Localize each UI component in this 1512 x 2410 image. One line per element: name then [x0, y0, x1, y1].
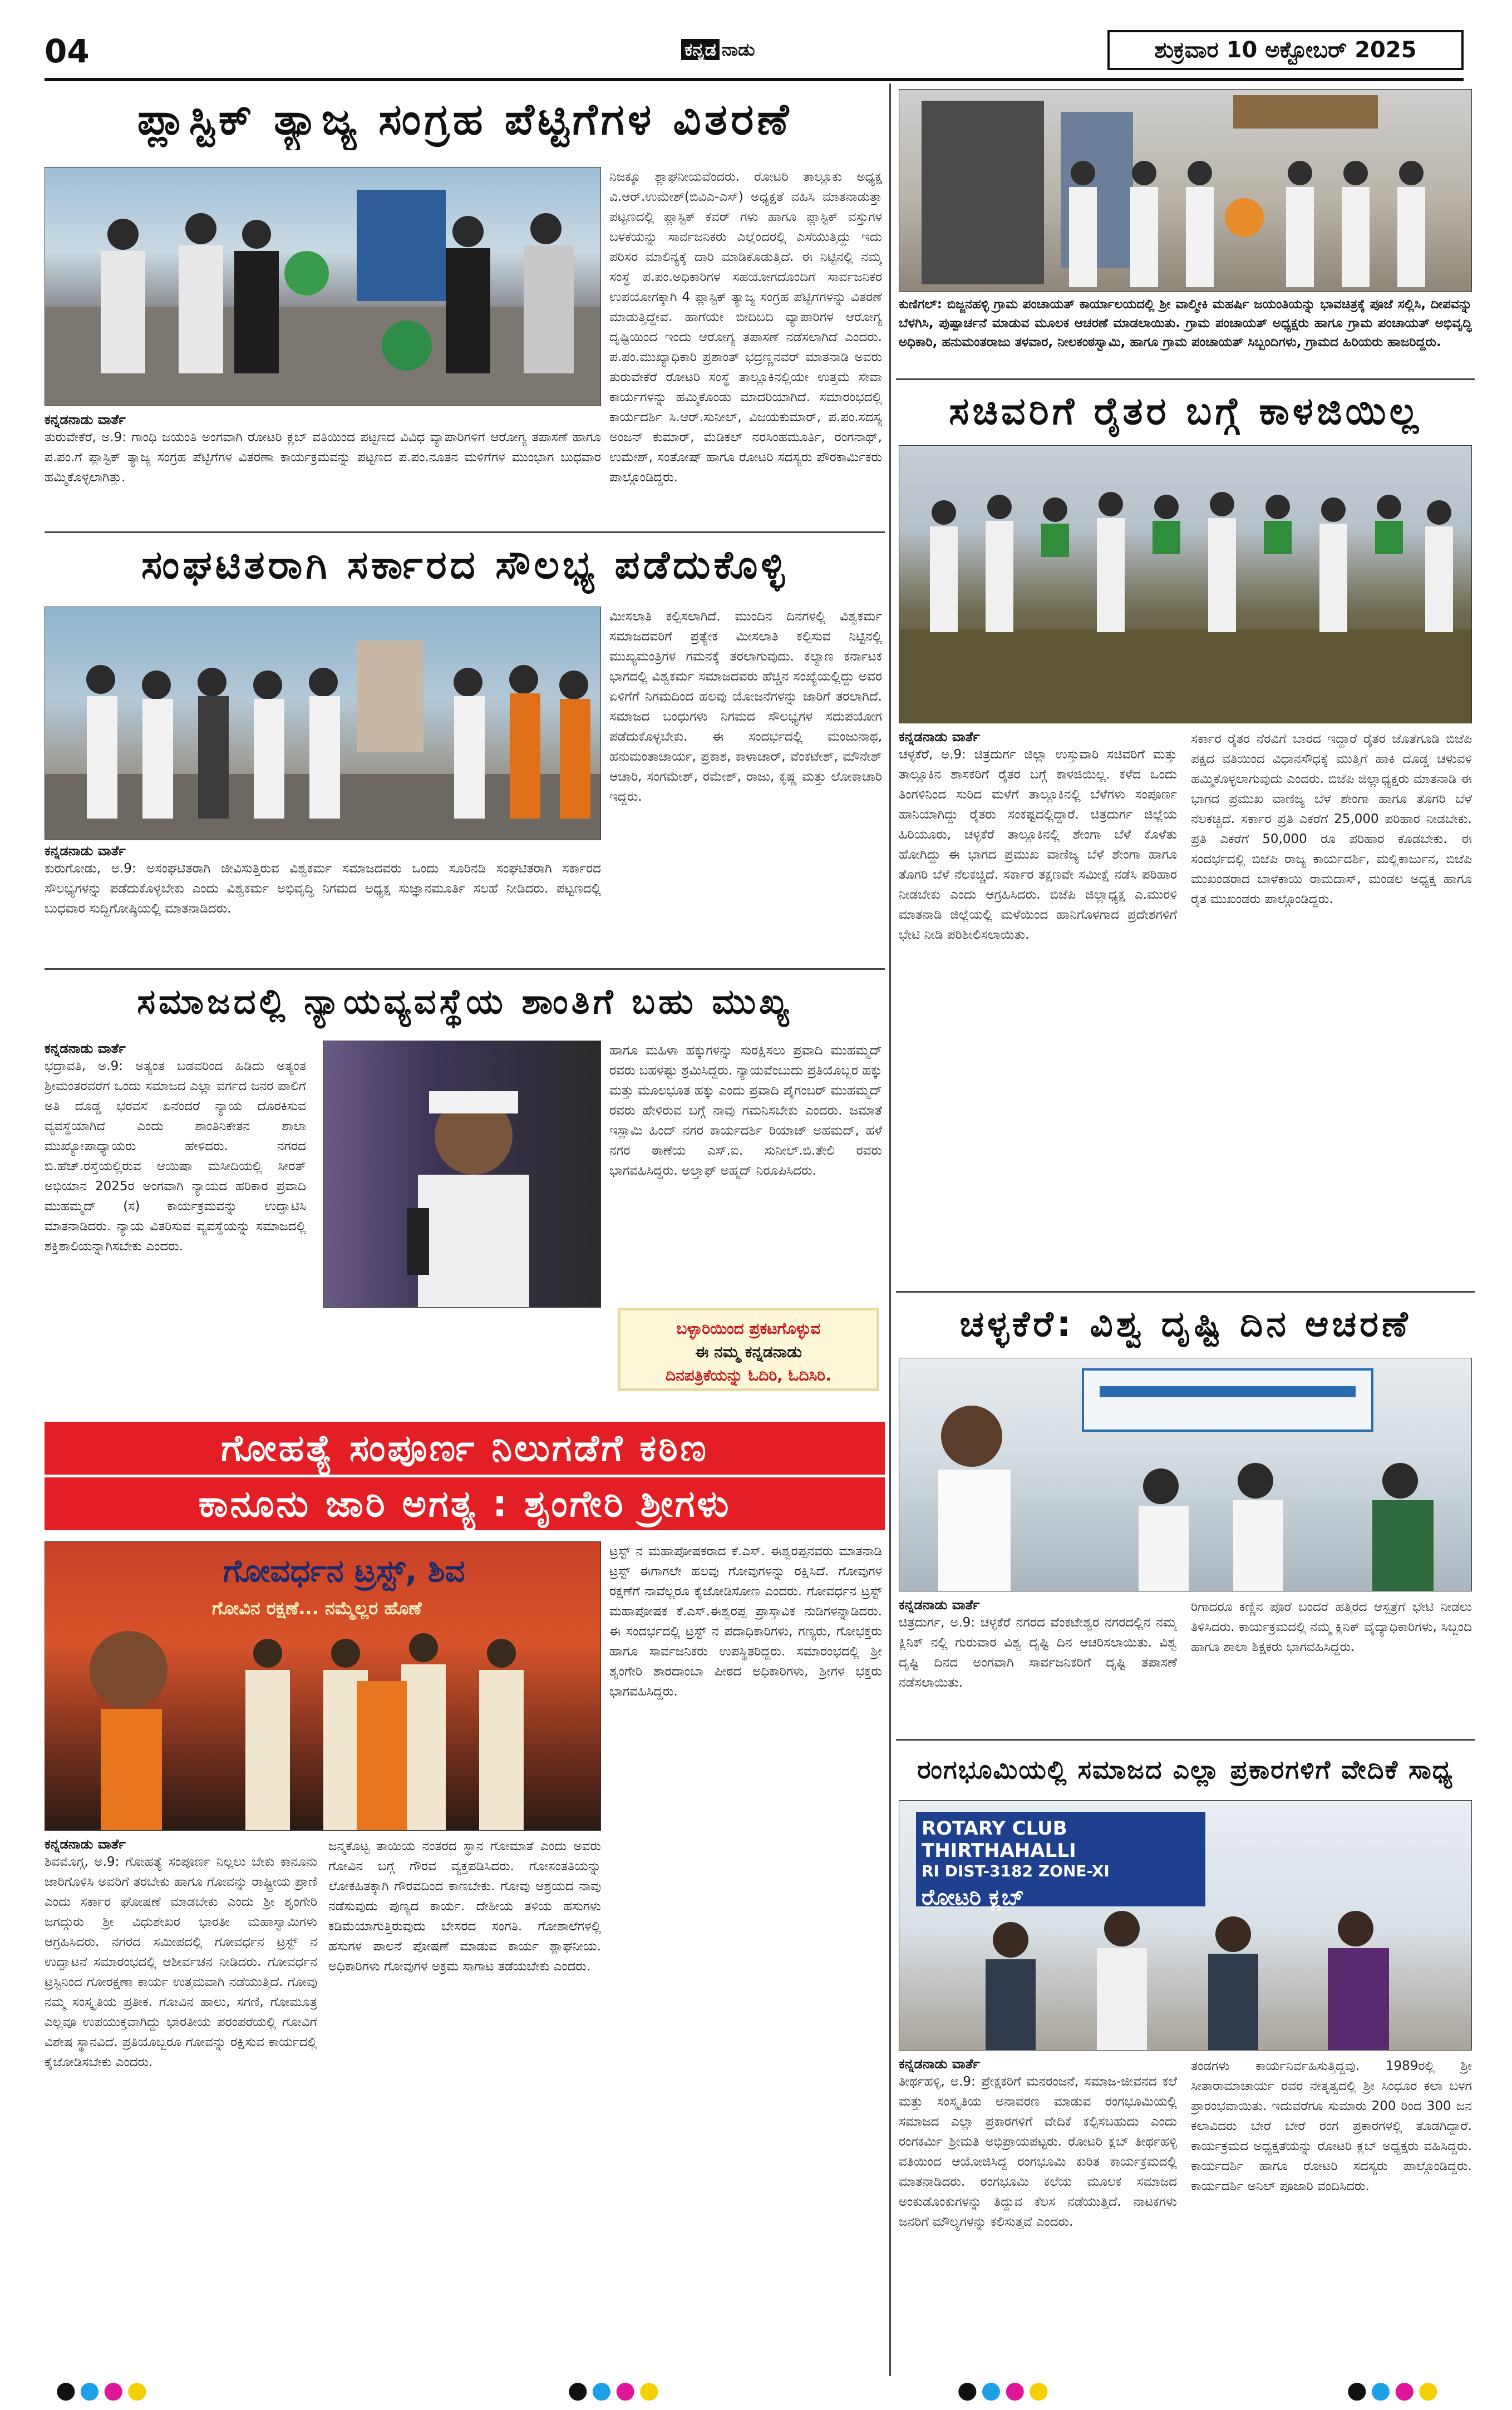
a6-byline: ಕನ್ನಡನಾಡು ವಾರ್ತೆ — [45, 1836, 126, 1852]
a8-photo-illustration — [899, 1801, 1472, 2051]
a2-divider — [896, 378, 1475, 380]
a2-photo — [899, 89, 1472, 292]
issue-date: ಶುಕ್ರವಾರ 10 ಅಕ್ಟೋಬರ್ 2025 — [1107, 30, 1464, 70]
header-rule — [45, 78, 1464, 81]
a2-caption: ಕುಣಿಗಲ್: ಬಿಜ್ಜನಹಳ್ಳಿ ಗ್ರಾಮ ಪಂಚಾಯತ್ ಕಾರ್ಯಾಲಯದಲ್ಲಿ ಶ್ರೀ ವಾಲ್ಮೀಕಿ ಮಹರ್ಷಿ ಜಯಂತಿಯನ್ನು ಭಾವಚಿತ್ರಕ್ಕೆ ಪೂಜೆ ಸಲ್ಲಿಸಿ, ದೀಪವನ್ನು ಬೆಳಗಿಸಿ, ಪುಷ್ಪಾರ್ಚನೆ ಮಾಡುವ ಮೂಲಕ ಆಚರಣೆ ಮಾಡಲಾಯಿತು. ಗ್ರಾಮ ಪಂಚಾಯತ್ ಅಧ್ಯಕ್ಷರು ಹಾಗೂ ಗ್ರಾಮ ಪಂಚಾಯತ್ ಅಭಿವೃದ್ಧಿ ಅಧಿಕಾರಿ, ಹನುಮಂತರಾಜು ತಳವಾರ, ನೀಲಕಂಠಸ್ವಾಮಿ, ಹಾಗೂ ಗ್ರಾಮ ಪಂಚಾಯತ್ ಸಿಬ್ಬಂದಿಗಳು, ಗ್ರಾಮದ ಹಿರಿಯರು ಹಾಜರಿದ್ದರು. — [899, 297, 1472, 349]
a3-byline: ಕನ್ನಡನಾಡು ವಾರ್ತೆ — [899, 729, 980, 745]
a4-lead: ಕುರುಗೋಡು, ಅ.9: ಅಸಂಘಟಿತರಾಗಿ ಜೀವಿಸುತ್ತಿರುವ ವಿಶ್ವಕರ್ಮ ಸಮಾಜದವರು ಒಂದು ಸೂರಿನಡಿ ಸಂಘಟಿತರಾಗಿ ಸರ್ಕಾರದ ಸೌಲಭ್ಯಗಳನ್ನು ಪಡೆದುಕೊಳ್ಳಬೇಕು ಎಂದು ವಿಶ್ವಕರ್ಮ ಅಭಿವೃದ್ಧಿ ನಿಗಮದ ಅಧ್ಯಕ್ಷ ಸುಜ್ಞಾನಮೂರ್ತಿ ಸಲಹೆ ನೀಡಿದರು. ಪಟ್ಟಣದಲ್ಲಿ ಬುಧವಾರ ಸುದ್ದಿಗೋಷ್ಠಿಯಲ್ಲಿ ಮಾತನಾಡಿದರು. — [45, 861, 601, 916]
a4-body: ಮೀಸಲಾತಿ ಕಲ್ಪಿಸಲಾಗಿದೆ. ಮುಂದಿನ ದಿನಗಳಲ್ಲಿ ವಿಶ್ವಕರ್ಮ ಸಮಾಜದವರಿಗೆ ಪ್ರತ್ಯೇಕ ಮೀಸಲಾತಿ ಕಲ್ಪಿಸುವ ನಿಟ್ಟಿನಲ್ಲಿ ಮುಖ್ಯಮಂತ್ರಿಗಳ ಗಮನಕ್ಕೆ ತರಲಾಗುವುದು. ಕಲ್ಯಾಣ ಕರ್ನಾಟಕ ಭಾಗದಲ್ಲಿ ವಿಶ್ವಕರ್ಮ ಸಮಾಜದವರು ಹೆಚ್ಚಿನ ಸಂಖ್ಯೆಯಲ್ಲಿದ್ದು ಅವರ ಏಳಿಗೆಗೆ ನಿಗಮದಿಂದ ಹಲವು ಯೋಜನೆಗಳನ್ನು ಜಾರಿಗೆ ತರಲಾಗಿದೆ. ಸಮಾಜದ ಬಂಧುಗಳು ನಿಗಮದ ಸೌಲಭ್ಯಗಳ ಸದುಪಯೋಗ ಪಡೆದುಕೊಳ್ಳಬೇಕು. ಈ ಸಂದರ್ಭದಲ್ಲಿ ಮಂಜುನಾಥ, ಹನುಮಂತಾಚಾರ್ಯ, ಪ್ರಕಾಶ, ಕಾಳಾಚಾರ್, ವೆಂಕಟೇಶ್, ಮೌನೇಶ್ ಆಚಾರಿ, ಸಂಗಮೇಶ್, ರಮೇಶ್, ರಾಜು, ಕೃಷ್ಣ ಮತ್ತು ಲೋಕಾಚಾರಿ ಇದ್ದರು. — [609, 609, 882, 804]
a7-photo-illustration — [899, 1358, 1472, 1591]
a6-headline-line2: ಕಾನೂನು ಜಾರಿ ಅಗತ್ಯ : ಶೃಂಗೇರಿ ಶ್ರೀಗಳು — [45, 1477, 885, 1530]
a5-col1-block — [45, 1041, 306, 1397]
a1-headline: ಪ್ಲಾಸ್ಟಿಕ್ ತ್ಯಾಜ್ಯ ಸಂಗ್ರಹ ಪೆಟ್ಟಿಗೆಗಳ ವಿತರಣೆ — [137, 95, 792, 145]
registration-marks-right: ●●●● — [1347, 2376, 1442, 2403]
a1-photo-illustration — [45, 167, 601, 406]
a8-sign-line2: RI DIST-3182 ZONE-XI — [922, 1862, 1110, 1880]
a7-col1: ಚಿತ್ರದುರ್ಗ, ಅ.9: ಚಳ್ಳಕೆರೆ ನಗರದ ವೆಂಕಟೇಶ್ವರ ನಗರದಲ್ಲಿನ ನಮ್ಮ ಕ್ಲಿನಿಕ್ ನಲ್ಲಿ ಗುರುವಾರ ವಿಶ್ವ ದೃಷ್ಟಿ ದಿನ ಆಚರಿಸಲಾಯಿತು. ವಿಶ್ವ ದೃಷ್ಟಿ ದಿನದ ಅಂಗವಾಗಿ ಸಾರ್ವಜನಿಕರಿಗೆ ದೃಷ್ಟಿ ತಪಾಸಣೆ ನಡೆಸಲಾಯಿತು. — [899, 1615, 1177, 1690]
a1-body: ನಿಜಕ್ಕೂ ಶ್ಲಾಘನೀಯವೆಂದರು. ರೋಟರಿ ತಾಲ್ಲೂಕು ಅಧ್ಯಕ್ಷ ವಿ.ಆರ್.ಉಮೇಶ್(ಬಿವಿಎ-ಎಸ್) ಅಧ್ಯಕ್ಷತೆ ವಹಿಸಿ ಮಾತನಾಡುತ್ತಾ ಪಟ್ಟಣದಲ್ಲಿ ಪ್ಲಾಸ್ಟಿಕ್ ಕವರ್ ಗಳು ಹಾಗೂ ಪ್ಲಾಸ್ಟಿಕ್ ವಸ್ತುಗಳ ಬಳಕೆಯನ್ನು ಸಾರ್ವಜನಿಕರು ಎಲ್ಲೆಂದರಲ್ಲಿ ಎಸೆಯುತ್ತಿದ್ದು ಇದು ಪರಿಸರ ಮಾಲಿನ್ಯಕ್ಕೆ ದಾರಿ ಮಾಡಿಕೊಡುತ್ತಿದೆ. ಈ ನಿಟ್ಟಿನಲ್ಲಿ ನಮ್ಮ ಸಂಸ್ಥೆ ಪ.ಪಂ.ಅಧಿಕಾರಿಗಳ ಸಹಯೋಗದೊಂದಿಗೆ ಸಾರ್ವಜನಿಕರ ಉಪಯೋಗಕ್ಕಾಗಿ 4 ಪ್ಲಾಸ್ಟಿಕ್ ತ್ಯಾಜ್ಯ ಸಂಗ್ರಹ ಪೆಟ್ಟಿಗೆಗಳನ್ನು ವಿತರಣೆ ಮಾಡುತ್ತಿದ್ದೇವೆ. ಹಾಗೆಯೇ ಬೀದಿಬದಿ ವ್ಯಾಪಾರಿಗಳ ಆರೋಗ್ಯ ದೃಷ್ಟಿಯಿಂದ ಇಂದು ಆರೋಗ್ಯ ತಪಾಸಣೆ ನಡೆಸಲಾಗಿದೆ ಎಂದರು. ಪ.ಪಂ.ಮುಖ್ಯಾಧಿಕಾರಿ ಪ್ರಶಾಂತ್ ಭದ್ರಣ್ಣನವರ್ ಮಾತನಾಡಿ ಅವರು ತುರುವೇಕೆರೆ ರೋಟರಿ ಸಂಸ್ಥೆ ತಾಲ್ಲೂಕಿನಲ್ಲಿಯೇ ಉತ್ತಮ ಸೇವಾ ಕಾರ್ಯಗಳನ್ನು ಹಮ್ಮಿಕೊಂಡು ಮಾದರಿಯಾಗಿದೆ. ಸಮಾರಂಭದಲ್ಲಿ ಕಾರ್ಯದರ್ಶಿ ಸಿ.ಆರ್.ಸುನೀಲ್, ವಿಜಯಕುಮಾರ್, ಪ.ಪಂ.ಸದಸ್ಯ ಅಂಜನ್ ಕುಮಾರ್, ಮೆಡಿಕಲ್ ನರಸಿಂಹಮೂರ್ತಿ, ರಂಗನಾಥ್, ಉಮೇಶ್, ಸಂತೋಷ್ ಹಾಗೂ ರೋಟರಿ ಸದಸ್ಯರು ಪೌರಕಾರ್ಮಿಕರು ಪಾಲ್ಗೊಂಡಿದ್ದರು. — [609, 170, 882, 485]
a7-col1-block — [899, 1597, 1177, 1736]
a3-photo — [899, 445, 1472, 723]
a7-byline: ಕನ್ನಡನಾಡು ವಾರ್ತೆ — [899, 1597, 980, 1613]
a5-photo-illustration — [323, 1041, 601, 1308]
promo-line3: ದಿನಪತ್ರಿಕೆಯನ್ನು ಓದಿರಿ, ಓದಿಸಿರಿ. — [666, 1366, 831, 1384]
a3-col1: ಚಳ್ಳಕೆರೆ, ಅ.9: ಚಿತ್ರದುರ್ಗ ಜಿಲ್ಲಾ ಉಸ್ತುವಾರಿ ಸಚಿವರಿಗೆ ಮತ್ತು ತಾಲ್ಲೂಕಿನ ಶಾಸಕರಿಗೆ ರೈತರ ಬಗ್ಗೆ ಕಾಳಜಿಯಿಲ್ಲ. ಕಳೆದ ಒಂದು ತಿಂಗಳಿನಿಂದ ಸುರಿದ ಮಳೆಗೆ ತಾಲ್ಲೂಕಿನಲ್ಲಿ ಬೆಳೆಗಳು ಸಂಪೂರ್ಣ ಹಾನಿಯಾಗಿದ್ದು ರೈತರು ಸಂಕಷ್ಟದಲ್ಲಿದ್ದಾರೆ. ಚಿತ್ರದುರ್ಗ ಜಿಲ್ಲೆಯ ಹಿರಿಯೂರು, ಚಳ್ಳಕೆರೆ ತಾಲ್ಲೂಕಿನಲ್ಲಿ ಶೇಂಗಾ ಬೆಳೆ ಕೊಳೆತು ಹೋಗಿದ್ದು ಈ ಭಾಗದ ಪ್ರಮುಖ ವಾಣಿಜ್ಯ ಬೆಳೆ ಶೇಂಗಾ ಹಾಗೂ ತೊಗರಿ ಬೆಳೆ ನೆಲಕಚ್ಚಿದೆ. ಸರ್ಕಾರ ತಕ್ಷಣವೇ ಸಮೀಕ್ಷೆ ನಡೆಸಿ ಪರಿಹಾರ ನೀಡಬೇಕು ಎಂದು ಆಗ್ರಹಿಸಿದರು. ಬಿಜೆಪಿ ಜಿಲ್ಲಾಧ್ಯಕ್ಷ ಎ.ಮುರಳಿ ಮಾತನಾಡಿ ಜಿಲ್ಲೆಯಲ್ಲಿ ಮಳೆಯಿಂದ ಹಾನಿಗೊಳಗಾದ ಪ್ರದೇಶಗಳಿಗೆ ಭೇಟಿ ನೀಡಿ ಪರಿಶೀಲಿಸಲಾಯಿತು. — [899, 747, 1177, 942]
registration-marks-left: ●●●● — [56, 2376, 151, 2403]
a1-byline: ಕನ್ನಡನಾಡು ವಾರ್ತೆ — [45, 412, 126, 427]
a6-col3: ಟ್ರಸ್ಟ್ ನ ಮಹಾಪೋಷಕರಾದ ಕೆ.ಎಸ್. ಈಶ್ವರಪ್ಪನವರು ಮಾತನಾಡಿ ಟ್ರಸ್ಟ್ ಈಗಾಗಲೇ ಹಲವು ಗೋವುಗಳನ್ನು ರಕ್ಷಿಸಿದೆ. ಗೋವುಗಳ ರಕ್ಷಣೆಗೆ ನಾವೆಲ್ಲರೂ ಕೈಜೋಡಿಸೋಣ ಎಂದರು. ಗೋವರ್ಧನ ಟ್ರಸ್ಟ್ ಮಹಾಪೋಷಕ ಕೆ.ಎಸ್.ಈಶ್ವರಪ್ಪ ಪ್ರಾಸ್ತಾವಿಕ ನುಡಿಗಳನ್ನಾಡಿದರು. ಈ ಸಂದರ್ಭದಲ್ಲಿ ಟ್ರಸ್ಟ್ ನ ಪದಾಧಿಕಾರಿಗಳು, ಗಣ್ಯರು, ಗೋಭಕ್ತರು ಹಾಗೂ ಸಾರ್ವಜನಿಕರು ಉಪಸ್ಥಿತರಿದ್ದರು. ಸಮಾರಂಭದಲ್ಲಿ ಶ್ರೀ ಶೃಂಗೇರಿ ಶಾರದಾಂಬಾ ಪೀಠದ ಅಧಿಕಾರಿಗಳು, ಶ್ರೀಗಳ ಭಕ್ತರು ಭಾಗವಹಿಸಿದ್ದರು. — [609, 1544, 882, 1699]
a3-photo-illustration — [899, 446, 1472, 723]
a6-col2: ಜನ್ಮಕೊಟ್ಟ ತಾಯಿಯ ನಂತರದ ಸ್ಥಾನ ಗೋಮಾತೆ ಎಂದು ಅವರು ಗೋವಿನ ಬಗ್ಗೆ ಗೌರವ ವ್ಯಕ್ತಪಡಿಸಿದರು. ಗೋಸಂತತಿಯನ್ನು ಲೋಕಹಿತಕ್ಕಾಗಿ ಗೌರವದಿಂದ ಕಾಣಬೇಕು. ಗೋವು ಆಶ್ರಯದ ನಾವು ನಡೆಸುವುದು ಪುಣ್ಯದ ಕಾರ್ಯ. ದೇಶೀಯ ತಳಿಯ ಹಸುಗಳು ಕಡಿಮೆಯಾಗುತ್ತಿರುವುದು ಬೇಸರದ ಸಂಗತಿ. ಗೋಶಾಲೆಗಳಲ್ಲಿ ಹಸುಗಳ ಪಾಲನೆ ಪೋಷಣೆ ಮಾಡುವ ಕಾರ್ಯ ಶ್ಲಾಘನೀಯ. ಅಧಿಕಾರಿಗಳು ಗೋವುಗಳ ಅಕ್ರಮ ಸಾಗಾಟ ತಡೆಯಬೇಕು ಎಂದರು. — [328, 1839, 601, 1974]
registration-marks-center: ●●●● — [568, 2376, 663, 2403]
promo-line2: ಈ ನಮ್ಮ ಕನ್ನಡನಾಡು — [695, 1343, 802, 1361]
a4-photo — [45, 607, 601, 840]
a6-col1-block — [45, 1836, 317, 2376]
masthead — [679, 39, 755, 61]
a6-photo — [45, 1541, 601, 1831]
page-number: 04 — [45, 32, 90, 70]
a5-photo — [323, 1041, 601, 1308]
a7-divider — [896, 1739, 1475, 1741]
page-header — [45, 32, 1464, 82]
a6-photo-illustration — [45, 1542, 601, 1831]
a4-top-divider — [45, 531, 885, 533]
a1-lead: ತುರುವೇಕೆರೆ, ಅ.9: ಗಾಂಧಿ ಜಯಂತಿ ಅಂಗವಾಗಿ ರೋಟರಿ ಕ್ಲಬ್ ವತಿಯಿಂದ ಪಟ್ಟಣದ ವಿವಿಧ ವ್ಯಾಪಾರಿಗಳಿಗೆ ಆರೋಗ್ಯ ತಪಾಸಣೆ ಹಾಗೂ ಪ.ಪಂ.ಗೆ ಪ್ಲಾಸ್ಟಿಕ್ ತ್ಯಾಜ್ಯ ಸಂಗ್ರಹ ಪೆಟ್ಟಿಗೆಗಳ ವಿತರಣಾ ಕಾರ್ಯಕ್ರಮವನ್ನು ಪಟ್ಟಣದ ಪ.ಪಂ.ನೂತನ ಮಳಿಗೆಗಳ ಮುಂಭಾಗ ಬುಧವಾರ ಹಮ್ಮಿಕೊಳ್ಳಲಾಗಿತ್ತು. — [45, 430, 601, 485]
a6-banner-text: ಗೋವರ್ಧನ ಟ್ರಸ್ಟ್, ಶಿವ — [223, 1553, 465, 1589]
a4-lead-block — [45, 843, 601, 965]
masthead-right: ನಾಡು — [721, 39, 755, 60]
a3-divider — [896, 1291, 1475, 1293]
a7-photo — [899, 1358, 1472, 1591]
a3-col2: ಸರ್ಕಾರ ರೈತರ ನೆರವಿಗೆ ಬಾರದ ಇದ್ದಾರೆ ರೈತರ ಜೊತೆಗೂಡಿ ಬಿಜೆಪಿ ಪಕ್ಷದ ವತಿಯಿಂದ ವಿಧಾನಸೌಧಕ್ಕೆ ಮುತ್ತಿಗೆ ಹಾಕಿ ದೊಡ್ಡ ಚಳುವಳಿ ಹಮ್ಮಿಕೊಳ್ಳಲಾಗುವುದು ಎಂದರು. ಬಿಜೆಪಿ ಜಿಲ್ಲಾಧ್ಯಕ್ಷರು ಮಾತನಾಡಿ ಈ ಭಾಗದ ಪ್ರಮುಖ ವಾಣಿಜ್ಯ ಬೆಳೆ ಶೇಂಗಾ ಹಾಗೂ ತೊಗರಿ ಬೆಳೆ ನೆಲಕಚ್ಚಿದೆ. ಸರ್ಕಾರ ಪ್ರತಿ ಎಕರೆಗೆ 25,000 ಪರಿಹಾರ ನೀಡಬೇಕು. ಪ್ರತಿ ಎಕರೆಗೆ 50,000 ರೂ ಪರಿಹಾರ ಕೊಡಬೇಕು. ಈ ಸಂದರ್ಭದಲ್ಲಿ ಬಿಜೆಪಿ ರಾಜ್ಯ ಕಾರ್ಯದರ್ಶಿ, ಮಲ್ಲಿಕಾರ್ಜುನ, ಬಿಜೆಪಿ ಮುಖಂಡರಾದ ಬಾಳೆಕಾಯಿ ರಾಮದಾಸ್, ಮಂಡಲ ಅಧ್ಯಕ್ಷ ಹಾಗೂ ರೈತ ಮುಖಂಡರು ಪಾಲ್ಗೊಂಡಿದ್ದರು. — [1191, 732, 1472, 906]
a2-photo-illustration — [899, 90, 1472, 292]
a8-col2: ತಂಡಗಳು ಕಾರ್ಯನಿರ್ವಹಿಸುತ್ತಿದ್ದವು. 1989ರಲ್ಲಿ ಶ್ರೀ ಸೀತಾರಾಮಾಚಾರ್ಯ ರವರ ನೇತೃತ್ವದಲ್ಲಿ ಶ್ರೀ ಸಿಂಧೂರ ಕಲಾ ಬಳಗ ಪ್ರಾರಂಭವಾಯಿತು. ಇದುವರೆಗೂ ಸುಮಾರು 200 ರಿಂದ 300 ಜನ ಕಲಾವಿದರು ಬೇರೆ ಬೇರೆ ರಂಗ ಪ್ರಕಾರಗಳಲ್ಲಿ ತೊಡಗಿದ್ದಾರೆ. ಕಾರ್ಯಕ್ರಮದ ಅಧ್ಯಕ್ಷತೆಯನ್ನು ರೋಟರಿ ಕ್ಲಬ್ ಅಧ್ಯಕ್ಷರು ವಹಿಸಿದ್ದರು. ಕಾರ್ಯದರ್ಶಿ ಹಾಗೂ ರೋಟರಿ ಸದಸ್ಯರು ಪಾಲ್ಗೊಂಡಿದ್ದರು. ಕಾರ್ಯದರ್ಶಿ ಅನಿಲ್ ಪೂಜಾರಿ ವಂದಿಸಿದರು. — [1191, 2059, 1472, 2194]
a8-col1: ತೀರ್ಥಹಳ್ಳಿ, ಅ.9: ಪ್ರೇಕ್ಷಕರಿಗೆ ಮನರಂಜನೆ, ಸಮಾಜ-ಜೀವನದ ಕಲೆ ಮತ್ತು ಸಂಸ್ಕೃತಿಯ ಅನಾವರಣ ಮಾಡುವ ರಂಗಭೂಮಿಯಲ್ಲಿ ಸಮಾಜದ ಎಲ್ಲಾ ಪ್ರಕಾರಗಳಿಗೆ ವೇದಿಕೆ ಕಲ್ಪಿಸಬಹುದು ಎಂದು ರಂಗಕರ್ಮಿ ಶ್ರೀಮತಿ ಅಭಿಪ್ರಾಯಪಟ್ಟರು. ರೋಟರಿ ಕ್ಲಬ್ ತೀರ್ಥಹಳ್ಳಿ ವತಿಯಿಂದ ಆಯೋಜಿಸಿದ್ದ ರಂಗಭೂಮಿ ಕುರಿತ ಕಾರ್ಯಕ್ರಮದಲ್ಲಿ ಮಾತನಾಡಿದರು. ರಂಗಭೂಮಿ ಕಲೆಯ ಮೂಲಕ ಸಮಾಜದ ಅಂಕುಡೊಂಕುಗಳನ್ನು ತಿದ್ದುವ ಕೆಲಸ ನಡೆಯುತ್ತಿದೆ. ನಾಟಕಗಳು ಜನರಿಗೆ ಮೌಲ್ಯಗಳನ್ನು ಕಲಿಸುತ್ತವೆ ಎಂದರು. — [899, 2074, 1177, 2229]
a5-col1: ಭದ್ರಾವತಿ, ಅ.9: ಅತ್ಯಂತ ಬಡವರಿಂದ ಹಿಡಿದು ಅತ್ಯಂತ ಶ್ರೀಮಂತರವರೆಗೆ ಒಂದು ಸಮಾಜದ ಎಲ್ಲಾ ವರ್ಗದ ಜನರ ಪಾಲಿಗೆ ಅತಿ ದೊಡ್ಡ ಭರವಸೆ ಏನೆಂದರೆ ನ್ಯಾಯ ದೊರಕಿಸುವ ವ್ಯವಸ್ಥೆಯಾಗಿದೆ ಎಂದು ಶಾಂತಿನಿಕೇತನ ಶಾಲಾ ಮುಖ್ಯೋಪಾಧ್ಯಾಯರು ಹೇಳಿದರು. ನಗರದ ಬಿ.ಹೆಚ್.ರಸ್ತೆಯಲ್ಲಿರುವ ಆಯಿಷಾ ಮಸೀದಿಯಲ್ಲಿ ಸೀರತ್ ಅಭಿಯಾನ 2025ರ ಅಂಗವಾಗಿ ನ್ಯಾಯದ ಹರಿಕಾರ ಪ್ರವಾದಿ ಮುಹಮ್ಮದ್ (ಸ) ಕಾರ್ಯಕ್ರಮವನ್ನು ಉದ್ಘಾಟಿಸಿ ಮಾತನಾಡಿದರು. ನ್ಯಾಯ ವಿತರಿಸುವ ವ್ಯವಸ್ಥೆಯನ್ನು ಸಮಾಜದಲ್ಲಿ ಶಕ್ತಿಶಾಲಿಯನ್ನಾಗಿಸಬೇಕು ಎಂದರು. — [45, 1059, 306, 1254]
a8-sign-line1: ROTARY CLUB THIRTHAHALLI — [922, 1817, 1076, 1862]
a7-col2: ರಿಗಾದರೂ ಕಣ್ಣಿನ ಪೊರೆ ಬಂದರೆ ಹತ್ತಿರದ ಆಸ್ಪತ್ರೆಗೆ ಭೇಟಿ ನೀಡಲು ತಿಳಿಸಿದರು. ಕಾರ್ಯಕ್ರಮದಲ್ಲಿ ನಮ್ಮ ಕ್ಲಿನಿಕ್ ವೈದ್ಯಾಧಿಕಾರಿಗಳು, ಸಿಬ್ಬಂದಿ ಹಾಗೂ ಶಾಲಾ ಶಿಕ್ಷಕರು ಭಾಗವಹಿಸಿದ್ದರು. — [1191, 1600, 1472, 1654]
a5-headline: ಸಮಾಜದಲ್ಲಿ ನ್ಯಾಯವ್ಯವಸ್ಥೆಯ ಶಾಂತಿಗೆ ಬಹು ಮುಖ್ಯ — [137, 981, 792, 1022]
column-divider — [889, 83, 891, 2376]
a4-headline: ಸಂಘಟಿತರಾಗಿ ಸರ್ಕಾರದ ಸೌಲಭ್ಯ ಪಡೆದುಕೊಳ್ಳಿ — [141, 542, 788, 588]
a5-byline: ಕನ್ನಡನಾಡು ವಾರ್ತೆ — [45, 1041, 126, 1056]
a8-col1-block — [899, 2056, 1177, 2376]
a4-byline: ಕನ್ನಡನಾಡು ವಾರ್ತೆ — [45, 843, 126, 859]
promo-line1: ಬಳ್ಳಾರಿಯಿಂದ ಪ್ರಕಟಗೊಳ್ಳುವ — [676, 1319, 821, 1338]
a8-photo — [899, 1800, 1472, 2051]
a6-banner-subtext: ಗೋವಿನ ರಕ್ಷಣೆ... ನಮ್ಮೆಲ್ಲರ ಹೊಣೆ — [212, 1598, 422, 1619]
a8-sign-line3: ರೋಟರಿ ಕ್ಲಬ್ — [922, 1885, 1025, 1910]
a8-headline: ರಂಗಭೂಮಿಯಲ್ಲಿ ಸಮಾಜದ ಎಲ್ಲಾ ಪ್ರಕಾರಗಳಿಗೆ ವೇದಿಕೆ ಸಾಧ್ಯ — [917, 1754, 1454, 1785]
a8-byline: ಕನ್ನಡನಾಡು ವಾರ್ತೆ — [899, 2056, 980, 2072]
a1-lead-block — [45, 412, 601, 523]
a6-headline-line1: ಗೋಹತ್ಯೆ ಸಂಪೂರ್ಣ ನಿಲುಗಡೆಗೆ ಕಠಿಣ — [45, 1422, 885, 1475]
a5-col2: ಹಾಗೂ ಮಹಿಳಾ ಹಕ್ಕುಗಳನ್ನು ಸುರಕ್ಷಿಸಲು ಪ್ರವಾದಿ ಮುಹಮ್ಮದ್ ರವರು ಬಹಳಷ್ಟು ಶ್ರಮಿಸಿದ್ದರು. ನ್ಯಾಯವೆಂಬುದು ಪ್ರತಿಯೊಬ್ಬರ ಹಕ್ಕು ಮತ್ತು ಮೂಲಭೂತ ಹಕ್ಕು ಎಂದು ಪ್ರವಾದಿ ಪೈಗಂಬರ್ ಮುಹಮ್ಮದ್ ರವರು ಹೇಳಿರುವ ಬಗ್ಗೆ ನಾವು ಗಮನಿಸಬೇಕು ಎಂದರು. ಜಮಾತೆ ಇಸ್ಲಾಮಿ ಹಿಂದ್ ನಗರ ಕಾರ್ಯದರ್ಶಿ ರಿಯಾಜ್ ಅಹಮದ್, ಹಳೆ ನಗರ ಠಾಣೆಯ ಎಸ್.ಐ. ಸುನೀಲ್.ಬಿ.ತೇಲಿ ರವರು ಭಾಗವಹಿಸಿದ್ದರು. ಅಲ್ತಾಫ್ ಅಹ್ಮದ್ ನಿರೂಪಿಸಿದರು. — [609, 1043, 882, 1178]
a5-top-divider — [45, 968, 885, 970]
registration-marks-center-right: ●●●● — [957, 2376, 1052, 2403]
promo-banner — [618, 1308, 879, 1391]
masthead-left: ಕನ್ನಡ — [681, 39, 720, 60]
a1-photo — [45, 167, 601, 406]
a3-col1-block — [899, 729, 1177, 1285]
a4-photo-illustration — [45, 607, 601, 840]
a3-headline: ಸಚಿವರಿಗೆ ರೈತರ ಬಗ್ಗೆ ಕಾಳಜಿಯಿಲ್ಲ — [949, 390, 1422, 433]
a6-col1: ಶಿವಮೊಗ್ಗ, ಅ.9: ಗೋಹತ್ಯೆ ಸಂಪೂರ್ಣ ನಿಲ್ಲಲು ಬೇಕು ಕಾನೂನು ಜಾರಿಗೊಳಿಸಿ ಅವರಿಗೆ ತರಬೇಕು ಹಾಗೂ ಗೋವನ್ನು ರಾಷ್ಟ್ರೀಯ ಪ್ರಾಣಿ ಎಂದು ಸರ್ಕಾರ ಘೋಷಣೆ ಮಾಡಬೇಕು ಎಂದು ಶ್ರೀ ಶೃಂಗೇರಿ ಜಗದ್ಗುರು ಶ್ರೀ ವಿಧುಶೇಖರ ಭಾರತೀ ಮಹಾಸ್ವಾಮಿಗಳು ಆಗ್ರಹಿಸಿದರು. ನಗರದ ಸಮೀಪದಲ್ಲಿ ಗೋವರ್ಧನ ಟ್ರಸ್ಟ್ ನ ಉದ್ಘಾಟನೆ ಸಮಾರಂಭದಲ್ಲಿ ಆಶೀರ್ವಚನ ನೀಡಿದರು. ಗೋವರ್ಧನ ಟ್ರಸ್ಟಿನಿಂದ ಗೋರಕ್ಷಣಾ ಕಾರ್ಯ ಉತ್ತಮವಾಗಿ ನಡೆಯುತ್ತಿದೆ. ಗೋವು ನಮ್ಮ ಸಂಸ್ಕೃತಿಯ ಪ್ರತೀಕ. ಗೋವಿನ ಹಾಲು, ಸಗಣಿ, ಗೋಮೂತ್ರ ಎಲ್ಲವೂ ಉಪಯುಕ್ತವಾಗಿದ್ದು ಭಾರತೀಯ ಪರಂಪರೆಯಲ್ಲಿ ಗೋವಿಗೆ ವಿಶೇಷ ಸ್ಥಾನವಿದೆ. ಪ್ರತಿಯೊಬ್ಬರೂ ಗೋವನ್ನು ರಕ್ಷಿಸುವ ಕಾರ್ಯದಲ್ಲಿ ಕೈಜೋಡಿಸಬೇಕು ಎಂದರು. — [45, 1855, 317, 2069]
a7-headline: ಚಳ್ಳಕೆರೆ: ವಿಶ್ವ ದೃಷ್ಟಿ ದಿನ ಆಚರಣೆ — [959, 1304, 1411, 1345]
